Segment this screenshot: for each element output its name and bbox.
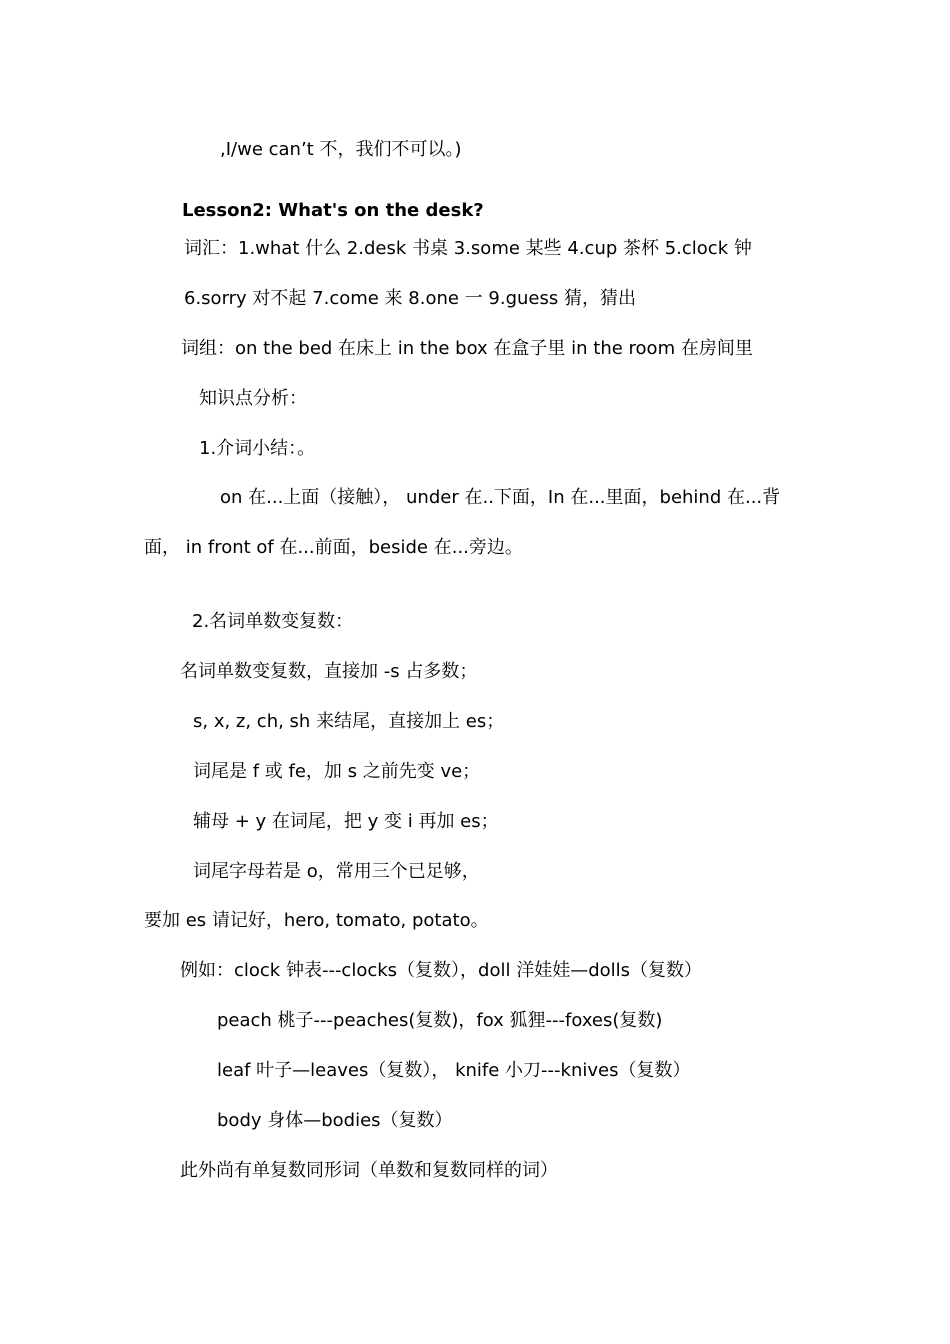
vocabulary-line-1: 词汇：1.what 什么 2.desk 书桌 3.some 某些 4.cup 茶杯 5.clock 钟 [184, 238, 752, 259]
example-line-4: body 身体—bodies（复数） [217, 1110, 453, 1131]
example-line-3: leaf 叶子—leaves（复数）， knife 小刀---knives（复数） [217, 1060, 691, 1081]
phrases-line: 词组：on the bed 在床上 in the box 在盒子里 in the room 在房间里 [181, 338, 753, 359]
plural-rule-3: 词尾是 f 或 fe，加 s 之前先变 ve； [193, 761, 481, 782]
example-line-2: peach 桃子---peaches(复数)，fox 狐狸---foxes(复数) [217, 1010, 663, 1031]
plural-rule-5: 词尾字母若是 o，常用三个已足够， [193, 861, 480, 882]
plural-rule-6: 要加 es 请记好，hero, tomato, potato。 [144, 910, 489, 931]
same-form-line: 此外尚有单复数同形词（单数和复数同样的词） [180, 1160, 558, 1181]
text-line-continuation: ,I/we can’t 不，我们不可以。) [220, 139, 462, 160]
lesson-heading: Lesson2: What's on the desk? [182, 200, 484, 221]
analysis-heading: 知识点分析： [199, 388, 307, 409]
plural-rule-2: s, x, z, ch, sh 来结尾，直接加上 es； [193, 711, 505, 732]
plural-heading: 2.名词单数变复数： [192, 611, 354, 632]
prepositions-line-1: on 在...上面（接触）， under 在..下面，In 在...里面，behind 在...背 [220, 487, 781, 508]
vocabulary-line-2: 6.sorry 对不起 7.come 来 8.one 一 9.guess 猜，猜出 [184, 288, 636, 309]
prepositions-line-2: 面， in front of 在...前面，beside 在...旁边。 [144, 537, 523, 558]
plural-rule-4: 辅母 + y 在词尾，把 y 变 i 再加 es； [193, 811, 499, 832]
prepositions-heading: 1.介词小结：。 [199, 438, 316, 459]
plural-rule-1: 名词单数变复数，直接加 -s 占多数； [180, 661, 478, 682]
example-line-1: 例如：clock 钟表---clocks（复数），doll 洋娃娃—dolls（复数） [180, 960, 703, 981]
